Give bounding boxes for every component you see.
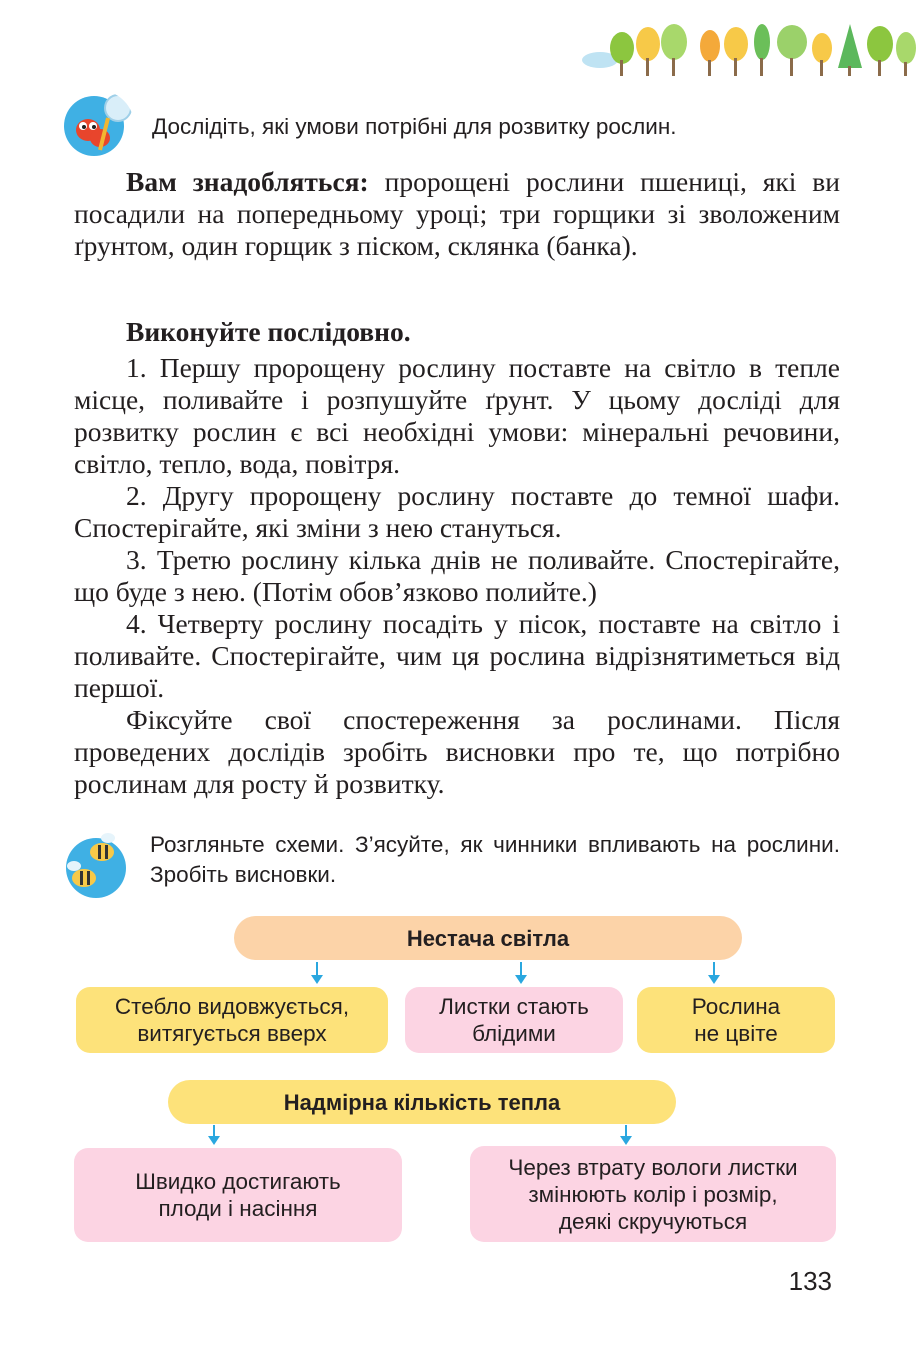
trees-decoration [570,20,918,82]
bees-icon [58,826,134,902]
materials-text: пророщені рослини пшениці, які ви посадили на попередньому уроці; три горщики зі зволоженим ґрунтом, один горщик з піском, склянка (банка). [74,166,841,261]
steps-title: Виконуйте послідовно. [126,316,411,347]
scheme-box-no-bloom: Рослина не цвіте [637,987,835,1053]
steps-section [74,316,840,800]
materials-paragraph [74,166,840,262]
materials-label: Вам знадобляться: [126,166,369,197]
step-3: 3. Третю рослину кілька днів не поливайте. Спостерігайте, що буде з нею. (Потім обов’язково полийте.) [74,544,840,607]
scheme-box-stem: Стебло видовжується, витягується вверх [76,987,388,1053]
step-1: 1. Першу пророщену рослину поставте на світло в тепле місце, поливайте і розпушуйте ґрунт. У цьому досліді для розвитку рослин є всі необхідні умови: мінеральні речовини, світло, тепло, вода, повітря. [74,352,840,479]
scheme-box-leaves: Листки стають блідими [405,987,623,1053]
conclusion-paragraph: Фіксуйте свої спостереження за рослинами. Після проведених дослідів зробіть висновки про те, що потрібно рослинам для росту й розвитку. [74,704,840,799]
step-4: 4. Четверту рослину посадіть у пісок, поставте на світло і поливайте. Спостерігайте, чим ця рослина відрізнятиметься від першої. [74,608,840,703]
instruction-text: Дослідіть, які умови потрібні для розвитку рослин. [152,114,677,139]
scheme-header-heat: Надмірна кількість тепла [168,1080,676,1124]
scheme-header-light: Нестача світла [234,916,742,960]
scheme-box-fast-ripening: Швидко достигають плоди і насіння [74,1148,402,1242]
instruction-scheme-text: Розгляньте схеми. З’ясуйте, як чинники впливають на рослини. Зробіть висновки. [150,832,840,887]
ant-magnifier-icon [62,90,134,160]
page-number: 133 [788,1266,832,1296]
scheme-box-moisture-loss: Через втрату вологи листки змінюють колір і розмір, деякі скручуються [470,1146,836,1242]
step-2: 2. Другу пророщену рослину поставте до темної шафи. Спостерігайте, які зміни з нею станутьcя. [74,480,840,543]
